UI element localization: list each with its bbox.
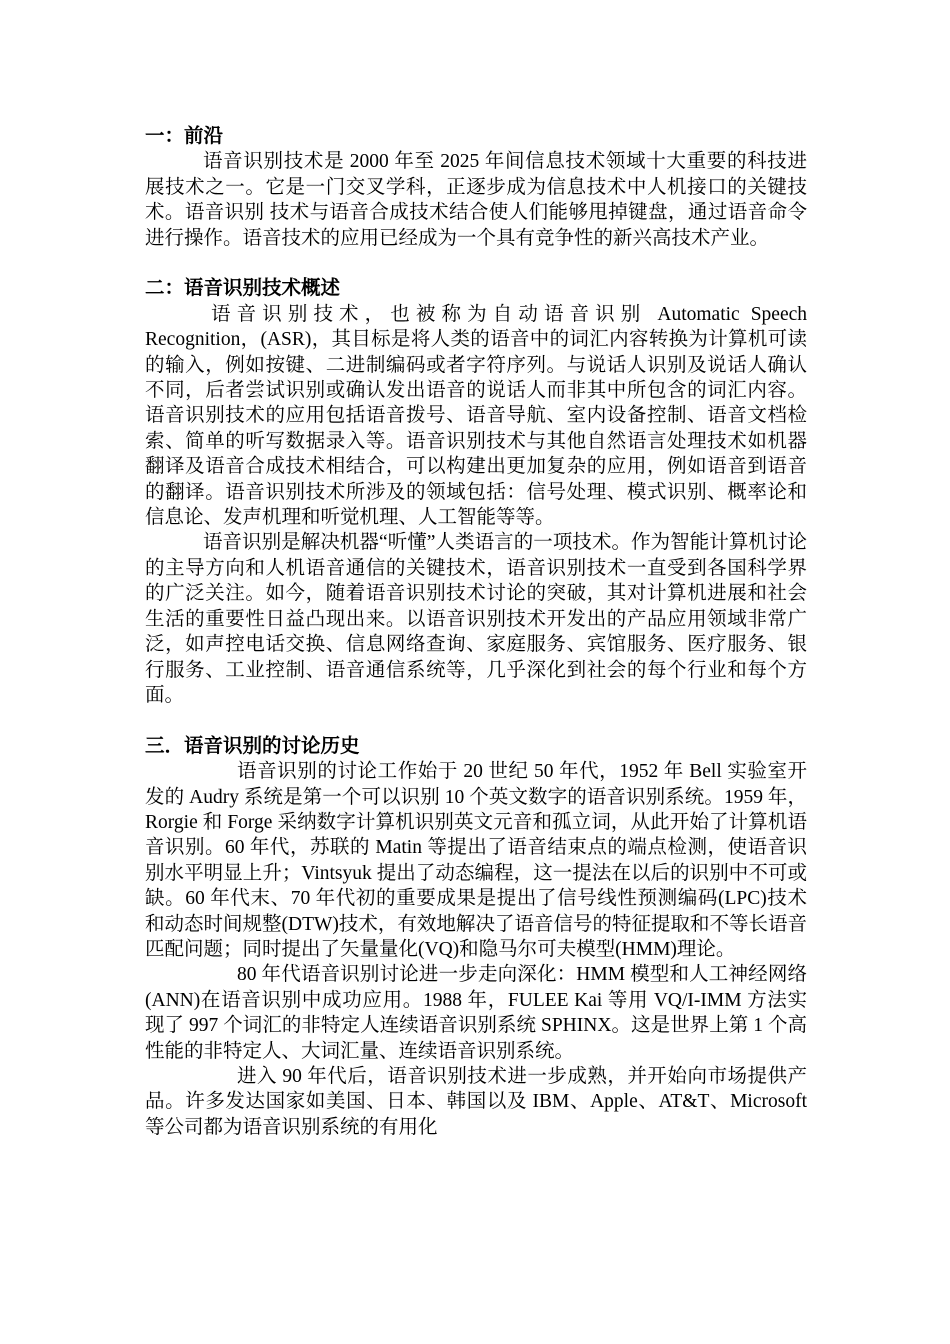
paragraph-history-1980s: 80 年代语音识别讨论进一步走向深化：HMM 模型和人工神经网络(ANN)在语音识别中成功应用。1988 年，FULEE Kai 等用 VQ/I-IMM 方法实现了 997 个词汇的非特定人连续语音识别系统 SPHINX。这是世界上第 1 个高性能的非特定人、大词汇量、连续语音识别系统。 xyxy=(145,964,807,1062)
section-spacer xyxy=(145,251,807,276)
paragraph-intro: 语音识别技术是 2000 年至 2025 年间信息技术领域十大重要的科技进展技术之一。它是一门交叉学科，正逐步成为信息技术中人机接口的关键技术。语音识别 技术与语音合成技术结合使人们能够甩掉键盘，通过语音命令进行操作。语音技术的应用已经成为一个具有竞争性的新兴高技术产业。 xyxy=(145,151,807,249)
section-spacer xyxy=(145,708,807,733)
paragraph-history-1990s: 进入 90 年代后，语音识别技术进一步成熟，并开始向市场提供产品。许多发达国家如美国、日本、韩国以及 IBM、Apple、AT&T、Microsoft 等公司都为语音识别系统的有用化 xyxy=(145,1066,807,1138)
paragraph-asr-overview: 语音识别技术，也被称为自动语音识别 Automatic Speech Recognition，(ASR)，其目标是将人类的语音中的词汇内容转换为计算机可读的输入，例如按键、二进制编码或者字符序列。与说话人识别及说话人确认不同，后者尝试识别或确认发出语音的说话人而非其中所包含的词汇内容。语音识别技术的应用包括语音拨号、语音导航、室内设备控制、语音文档检索、简单的听写数据录入等。语音识别技术与其他自然语言处理技术如机器翻译及语音合成技术相结合，可以构建出更加复杂的应用，例如语音到语音的翻译。语音识别技术所涉及的领域包括：信号处理、模式识别、概率论和信息论、发声机理和听觉机理、人工智能等等。 xyxy=(145,303,807,529)
paragraph-asr-importance: 语音识别是解决机器“听懂”人类语言的一项技术。作为智能计算机讨论的主导方向和人机语音通信的关键技术，语音识别技术一直受到各国科学界的广泛关注。如今，随着语音识别技术讨论的突破，其对计算机进展和社会生活的重要性日益凸现出来。以语音识别技术开发出的产品应用领域非常广泛，如声控电话交换、信息网络查询、家庭服务、宾馆服务、医疗服务、银行服务、工业控制、语音通信系统等，几乎深化到社会的每个行业和每个方面。 xyxy=(145,532,807,706)
paragraph-history-1950s: 语音识别的讨论工作始于 20 世纪 50 年代，1952 年 Bell 实验室开发的 Audry 系统是第一个可以识别 10 个英文数字的语音识别系统。1959 年，Rorgie 和 Forge 采纳数字计算机识别英文元音和孤立词，从此开始了计算机语音识别。60 年代，苏联的 Matin 等提出了语音结束点的端点检测，使语音识别水平明显上升；Vintsyuk 提出了动态编程，这一提法在以后的识别中不可或缺。60 年代末、70 年代初的重要成果是提出了信号线性预测编码(LPC)技术和动态时间规整(DTW)技术，有效地解决了语音信号的特征提取和不等长语音匹配问题；同时提出了矢量量化(VQ)和隐马尔可夫模型(HMM)理论。 xyxy=(145,761,807,960)
section-heading-1: 一：前沿 xyxy=(145,126,224,147)
section-heading-3: 三．语音识别的讨论历史 xyxy=(145,735,360,757)
section-heading-2: 二：语音识别技术概述 xyxy=(145,278,341,300)
document-body xyxy=(145,124,807,1140)
